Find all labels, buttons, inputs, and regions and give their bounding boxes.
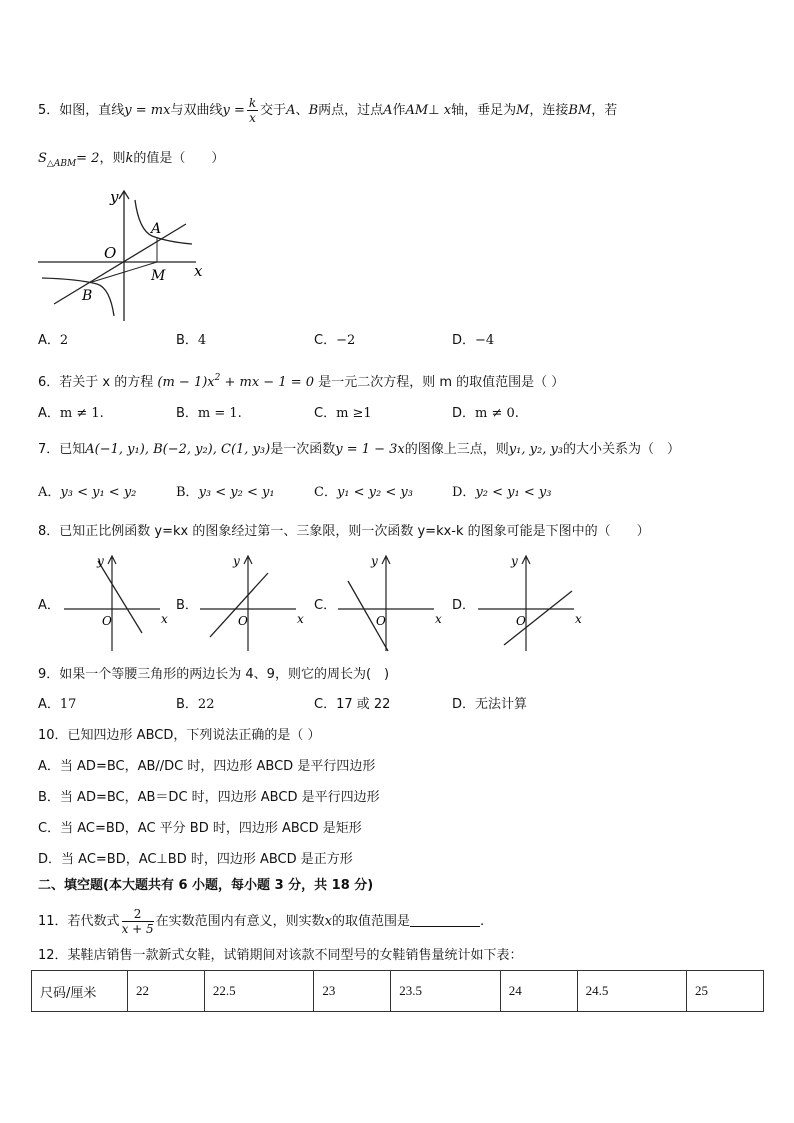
q8-d-x-label: x [575, 612, 582, 626]
q8-b-y-label: y [233, 554, 240, 568]
q7-option-a: A．y₃ < y₁ < y₂ [38, 485, 137, 500]
q5-fig-label-A: A [151, 221, 162, 237]
q9-option-b: B．22 [176, 697, 215, 712]
q10-option-a: A．当 AD=BC，AB//DC 时，四边形 ABCD 是平行四边形 [38, 759, 376, 774]
q7-stem: 7．已知A(−1, y₁), B(−2, y₂), C(1, y₃)是一次函数y = 1 − 3x的图像上三点，则y₁, y₂, y₃的大小关系为（ ） [38, 442, 681, 457]
table-cell: 22 [128, 971, 205, 1012]
q12-size-table [31, 970, 764, 1012]
q8-a-o-label: O [102, 614, 112, 628]
q8-d-y-label: y [511, 554, 518, 568]
q10-option-d: D．当 AC=BD，AC⊥BD 时，四边形 ABCD 是正方形 [38, 852, 353, 867]
q8-graph-b [196, 551, 308, 656]
table-header-cell: 尺码/厘米 [32, 971, 128, 1012]
q8-c-o-label: O [376, 614, 386, 628]
table-cell: 22.5 [204, 971, 313, 1012]
q5-fig-label-B: B [82, 288, 93, 304]
q5-option-c: C．−2 [314, 333, 356, 348]
q9-option-a: A．17 [38, 697, 77, 712]
q6-option-c: C．m ≥1 [314, 406, 372, 421]
q11-fraction: $\frac{2}{x + 5}$ [121, 907, 154, 936]
table-cell: 23.5 [391, 971, 500, 1012]
q10-option-c: C．当 AC=BD，AC 平分 BD 时，四边形 ABCD 是矩形 [38, 821, 362, 836]
q8-d-line [504, 591, 572, 645]
q5-fraction: $\frac{k}{x}$ [248, 96, 257, 125]
q8-c-x-label: x [435, 612, 442, 626]
q8-a-x-label: x [161, 612, 168, 626]
q8-graph-d [474, 551, 586, 656]
q5-option-b: B．4 [176, 333, 207, 348]
q5-fig-label-y: y [110, 188, 119, 206]
q5-hyperbola-branch-2 [42, 278, 114, 316]
table-cell: 23 [314, 971, 391, 1012]
table-row [32, 971, 764, 1012]
q8-b-x-label: x [297, 612, 304, 626]
q6-option-b: B．m = 1. [176, 406, 242, 421]
q12-stem: 12．某鞋店销售一款新式女鞋，试销期间对该款不同型号的女鞋销售量统计如下表： [38, 948, 523, 963]
q5-stem-line1: 5．如图，直线y = mx与双曲线y = $\frac{k}{x}$ 交于A、B两点，过点A作AM⊥ x轴，垂足为M，连接BM，若 [38, 96, 618, 125]
section-fill-in-title: 二、填空题(本大题共有 6 小题，每小题 3 分，共 18 分) [38, 878, 374, 893]
q8-option-a-label: A． [38, 598, 60, 613]
q6-option-a: A．m ≠ 1. [38, 406, 104, 421]
q5-fig-label-O: O [104, 244, 117, 262]
q10-option-b: B．当 AD=BC，AB＝DC 时，四边形 ABCD 是平行四边形 [38, 790, 380, 805]
q8-option-d-label: D． [452, 598, 476, 613]
table-cell: 24.5 [577, 971, 686, 1012]
q8-graph-c [334, 551, 446, 656]
q5-figure [36, 186, 216, 324]
q8-b-o-label: O [238, 614, 248, 628]
table-cell: 24 [500, 971, 577, 1012]
q5-stem-line2: $S_{\triangle ABM}= 2$，则k的值是（ ） [38, 151, 225, 169]
q5-fig-label-x: x [194, 262, 203, 280]
q7-option-b: B．y₃ < y₂ < y₁ [176, 485, 275, 500]
table-cell: 25 [687, 971, 764, 1012]
q8-d-o-label: O [516, 614, 526, 628]
q7-option-c: C．y₁ < y₂ < y₃ [314, 485, 413, 500]
q6-option-d: D．m ≠ 0. [452, 406, 519, 421]
q10-stem: 10．已知四边形 ABCD，下列说法正确的是（ ） [38, 728, 321, 743]
q11-stem: 11．若代数式 $\frac{2}{x + 5}$ 在实数范围内有意义，则实数x的取值范围是 . [38, 907, 485, 936]
q9-option-c: C．17 或 22 [314, 697, 391, 712]
q6-stem: 6．若关于 x 的方程 $(m - 1)x^2$ + mx − 1 = 0 是一元二次方程，则 m 的取值范围是（ ） [38, 373, 565, 390]
q5-line-y-mx [54, 224, 186, 304]
q5-fig-label-M: M [151, 268, 166, 284]
q8-graph-a [60, 551, 172, 656]
q11-answer-blank[interactable] [410, 912, 480, 927]
q8-option-b-label: B． [176, 598, 198, 613]
q8-a-y-label: y [97, 554, 104, 568]
q8-c-y-label: y [371, 554, 378, 568]
q9-option-d: D．无法计算 [452, 697, 528, 712]
q8-option-c-label: C． [314, 598, 337, 613]
q5-option-a: A．2 [38, 333, 69, 348]
q5-option-d: D．−4 [452, 333, 495, 348]
q8-stem: 8．已知正比例函数 y=kx 的图象经过第一、三象限，则一次函数 y=kx-k 的图象可能是下图中的（ ） [38, 524, 650, 539]
q7-option-d: D．y₂ < y₁ < y₃ [452, 485, 552, 500]
q9-stem: 9．如果一个等腰三角形的两边长为 4、9，则它的周长为( ) [38, 667, 390, 682]
